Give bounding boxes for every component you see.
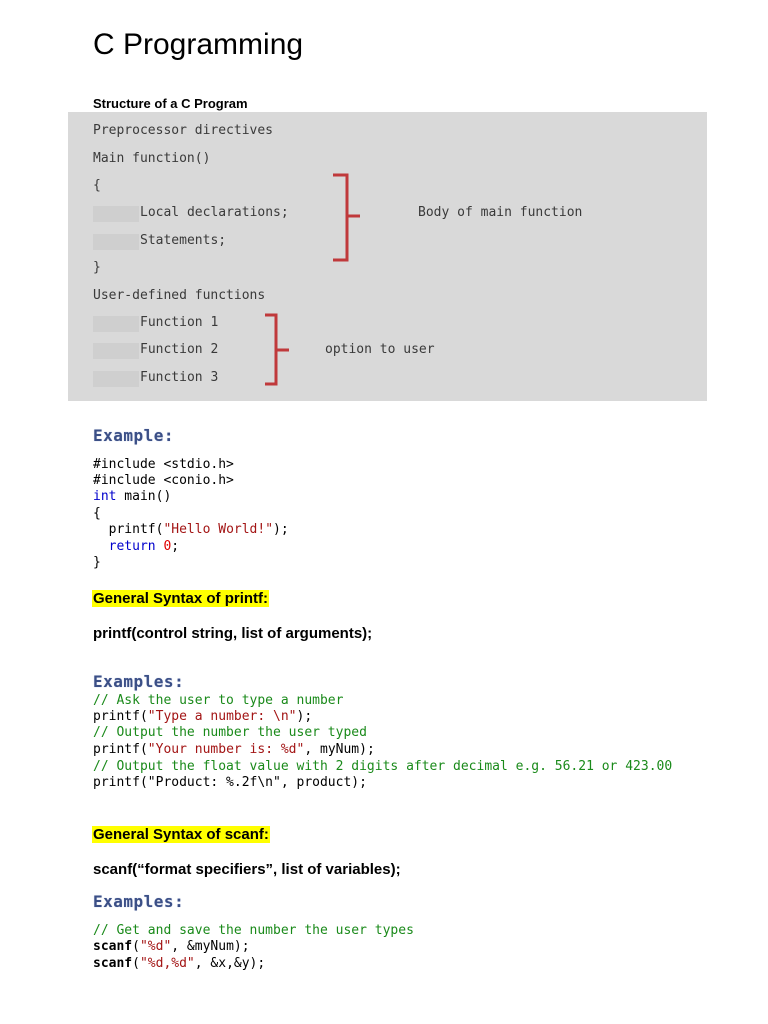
code-line <box>93 956 265 972</box>
code-line: #include <conio.h> <box>93 473 234 488</box>
code-line <box>93 522 289 538</box>
structure-line-user-defined: User-defined functions <box>93 288 266 303</box>
code-text: ); <box>273 522 289 537</box>
code-line: #include <stdio.h> <box>93 457 234 472</box>
printf-syntax-heading: General Syntax of printf: <box>93 590 269 607</box>
function-scanf: scanf <box>93 939 133 954</box>
indent-shade <box>93 206 139 222</box>
structure-line-close-brace: } <box>93 260 101 275</box>
function-scanf: scanf <box>93 956 133 971</box>
code-text: , &x,&y); <box>194 956 266 971</box>
structure-line-function-2: Function 2 <box>140 342 219 357</box>
code-text: ; <box>171 539 180 554</box>
string-literal: "Hello World!" <box>163 522 274 537</box>
examples-heading: Examples: <box>93 892 185 911</box>
keyword-int: int <box>93 489 117 504</box>
string-literal: "%d,%d" <box>139 956 195 971</box>
functions-brace-icon <box>262 312 292 388</box>
structure-line-main: Main function() <box>93 151 211 166</box>
code-line <box>93 709 312 725</box>
indent-shade <box>93 343 139 359</box>
keyword-return: return <box>108 539 156 554</box>
examples-heading: Examples: <box>93 672 185 691</box>
code-text: , myNum); <box>304 742 375 757</box>
structure-line-open-brace: { <box>93 178 101 193</box>
structure-line-preprocessor: Preprocessor directives <box>93 123 274 138</box>
number-literal: 0 <box>163 539 172 554</box>
code-comment: // Get and save the number the user types <box>93 923 414 938</box>
code-line <box>93 939 250 955</box>
body-of-main-label: Body of main function <box>418 205 583 220</box>
body-brace-icon <box>330 172 364 264</box>
code-text <box>93 539 109 554</box>
string-literal: "Type a number: \n" <box>147 709 297 724</box>
indent-shade <box>93 316 139 332</box>
example-heading: Example: <box>93 426 175 445</box>
code-line <box>93 742 375 758</box>
code-comment: // Output the number the user typed <box>93 725 367 740</box>
code-text: ( <box>132 956 140 971</box>
code-text: ); <box>296 709 313 724</box>
code-line <box>93 539 179 555</box>
string-literal: "%d" <box>139 939 172 954</box>
structure-line-local-declarations: Local declarations; <box>140 205 289 220</box>
structure-line-statements: Statements; <box>140 233 227 248</box>
code-comment: // Output the float value with 2 digits after decimal e.g. 56.21 or 423.00 <box>93 759 673 774</box>
structure-line-function-1: Function 1 <box>140 315 219 330</box>
code-line <box>93 489 171 505</box>
structure-heading: Structure of a C Program <box>93 96 248 111</box>
code-text: main() <box>116 489 172 504</box>
code-line: } <box>93 555 101 570</box>
indent-shade <box>93 371 139 387</box>
scanf-syntax: scanf(“format specifiers”, list of variables); <box>93 861 401 878</box>
scanf-syntax-heading: General Syntax of scanf: <box>93 826 269 843</box>
printf-syntax: printf(control string, list of arguments); <box>93 625 373 642</box>
code-text: ( <box>132 939 140 954</box>
code-text: printf( <box>93 709 148 724</box>
option-to-user-label: option to user <box>325 342 435 357</box>
code-text: printf( <box>93 742 148 757</box>
code-line: { <box>93 506 101 521</box>
indent-shade <box>93 234 139 250</box>
code-line: printf("Product: %.2f\n", product); <box>93 775 367 790</box>
code-text: , &myNum); <box>171 939 250 954</box>
code-comment: // Ask the user to type a number <box>93 693 344 708</box>
code-text: printf( <box>93 522 164 537</box>
structure-line-function-3: Function 3 <box>140 370 219 385</box>
string-literal: "Your number is: %d" <box>147 742 305 757</box>
page-title: C Programming <box>93 28 304 61</box>
